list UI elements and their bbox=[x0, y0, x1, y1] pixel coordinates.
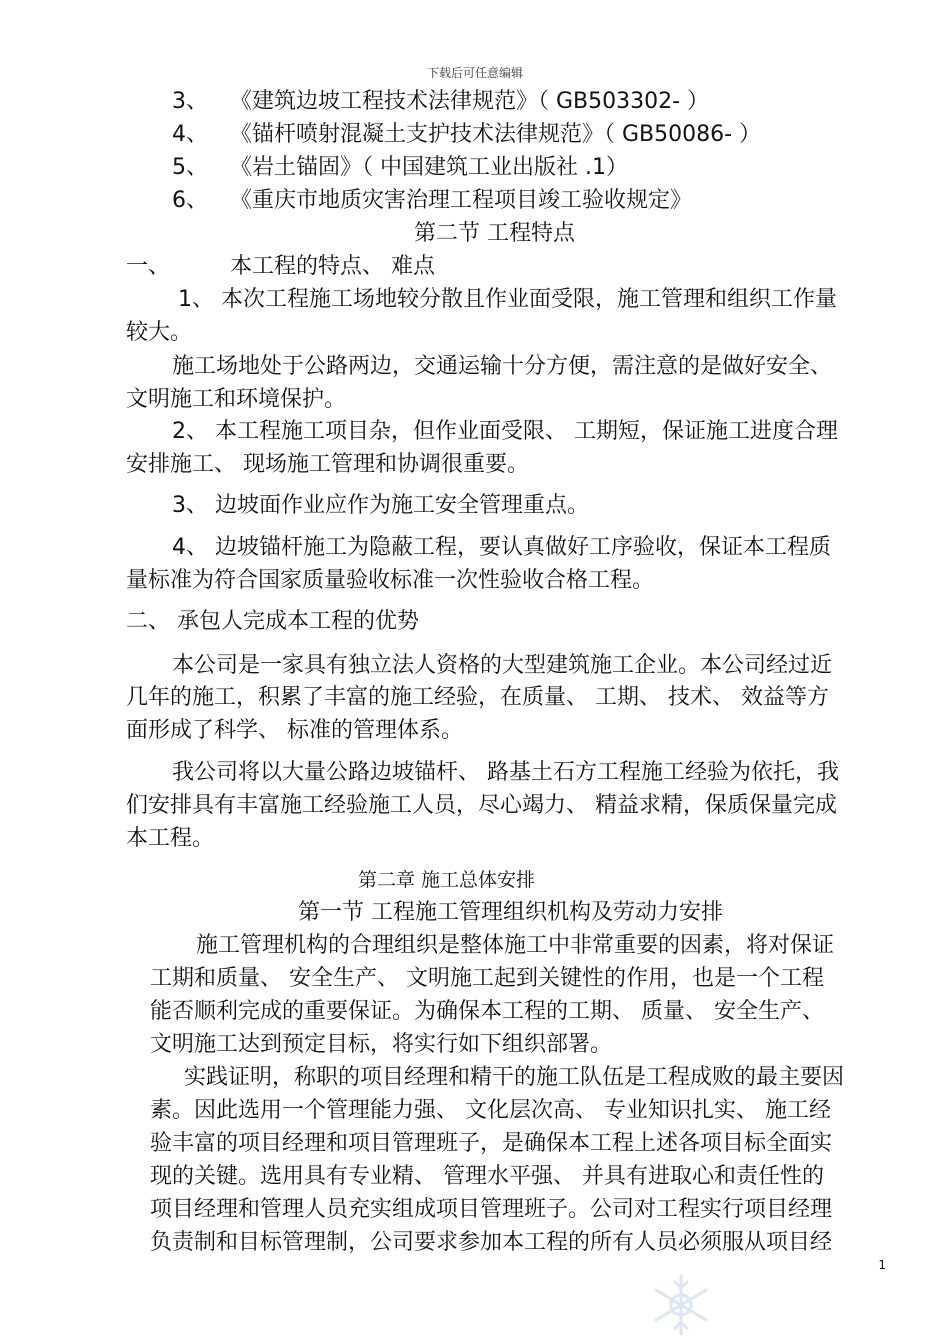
paragraph-line: 本工程。 bbox=[126, 826, 215, 851]
paragraph-line: 能否顺利完成的重要保证。为确保本工程的工期、 质量、 安全生产、 bbox=[150, 999, 824, 1024]
paragraph-line: 文明施工达到预定目标，将实行如下组织部署。 bbox=[150, 1032, 613, 1057]
heading-advantages: 二、 承包人完成本工程的优势 bbox=[126, 609, 419, 634]
paragraph-line: 2、 本工程施工项目杂，但作业面受限、 工期短，保证施工进度合理 bbox=[172, 419, 838, 444]
section-title-organization: 第一节 工程施工管理组织机构及劳动力安排 bbox=[298, 900, 723, 925]
paragraph-line: 较大。 bbox=[126, 320, 193, 345]
reference-number: 6、 bbox=[172, 188, 208, 213]
page-number: 1 bbox=[878, 1258, 886, 1272]
snowflake-watermark-icon bbox=[646, 1270, 716, 1340]
paragraph-line: 3、 边坡面作业应作为施工安全管理重点。 bbox=[172, 493, 589, 518]
heading-number: 一、 bbox=[126, 254, 171, 279]
reference-text: 《岩土锚固》（ 中国建筑工业出版社 .1） bbox=[230, 155, 628, 180]
paragraph-line: 文明施工和环境保护。 bbox=[126, 387, 347, 412]
paragraph-line: 素。因此选用一个管理能力强、 文化层次高、 专业知识扎实、 施工经 bbox=[150, 1098, 831, 1123]
paragraph-line: 面形成了科学、 标准的管理体系。 bbox=[126, 718, 463, 743]
paragraph-line: 负责制和目标管理制，公司要求参加本工程的所有人员必须服从项目经 bbox=[150, 1230, 833, 1255]
heading-features bbox=[126, 251, 435, 283]
paragraph-line: 验丰富的项目经理和项目管理班子，是确保本工程上述各项目标全面实 bbox=[150, 1131, 833, 1156]
paragraph-line: 现的关键。选用具有专业精、 管理水平强、 并具有进取心和责任性的 bbox=[150, 1164, 824, 1189]
paragraph-line: 几年的施工，积累了丰富的施工经验，在质量、 工期、 技术、 效益等方 bbox=[126, 685, 829, 710]
reference-text: 《锚杆喷射混凝土支护技术法律规范》（ GB50086- ） bbox=[230, 122, 762, 147]
paragraph-line: 量标准为符合国家质量验收标准一次性验收合格工程。 bbox=[126, 568, 655, 593]
heading-text: 本工程的特点、 难点 bbox=[230, 254, 436, 279]
paragraph-line: 施工场地处于公路两边，交通运输十分方便，需注意的是做好安全、 bbox=[172, 354, 833, 379]
paragraph-line: 本公司是一家具有独立法人资格的大型建筑施工企业。本公司经过近 bbox=[172, 653, 833, 678]
paragraph-line: 4、 边坡锚杆施工为隐蔽工程，要认真做好工序验收，保证本工程质 bbox=[172, 535, 831, 560]
paragraph-line: 实践证明，称职的项目经理和精干的施工队伍是工程成败的最主要因 bbox=[184, 1065, 845, 1090]
reference-6 bbox=[172, 185, 692, 217]
chapter-title: 第二章 施工总体安排 bbox=[358, 869, 536, 891]
section-title-features: 第二节 工程特点 bbox=[414, 221, 575, 246]
reference-text: 《重庆市地质灾害治理工程项目竣工验收规定》 bbox=[230, 188, 693, 213]
reference-5 bbox=[172, 152, 628, 184]
paragraph-line: 们安排具有丰富施工经验施工人员，尽心竭力、 精益求精，保质保量完成 bbox=[126, 793, 837, 818]
page-header: 下载后可任意编辑 bbox=[426, 66, 523, 80]
paragraph-line: 项目经理和管理人员充实组成项目管理班子。公司对工程实行项目经理 bbox=[150, 1197, 833, 1222]
reference-number: 5、 bbox=[172, 155, 208, 180]
reference-3 bbox=[172, 86, 709, 118]
reference-number: 4、 bbox=[172, 122, 208, 147]
paragraph-line: 1、 本次工程施工场地较分散且作业面受限，施工管理和组织工作量 bbox=[178, 287, 837, 312]
paragraph-line: 施工管理机构的合理组织是整体施工中非常重要的因素，将对保证 bbox=[196, 933, 835, 958]
reference-4 bbox=[172, 119, 761, 151]
reference-text: 《建筑边坡工程技术法律规范》（ GB503302- ） bbox=[230, 89, 710, 114]
paragraph-line: 安排施工、 现场施工管理和协调很重要。 bbox=[126, 452, 529, 477]
paragraph-line: 工期和质量、 安全生产、 文明施工起到关键性的作用，也是一个工程 bbox=[150, 966, 824, 991]
reference-number: 3、 bbox=[172, 89, 208, 114]
paragraph-line: 我公司将以大量公路边坡锚杆、 路基土石方工程施工经验为依托，我 bbox=[172, 760, 839, 785]
